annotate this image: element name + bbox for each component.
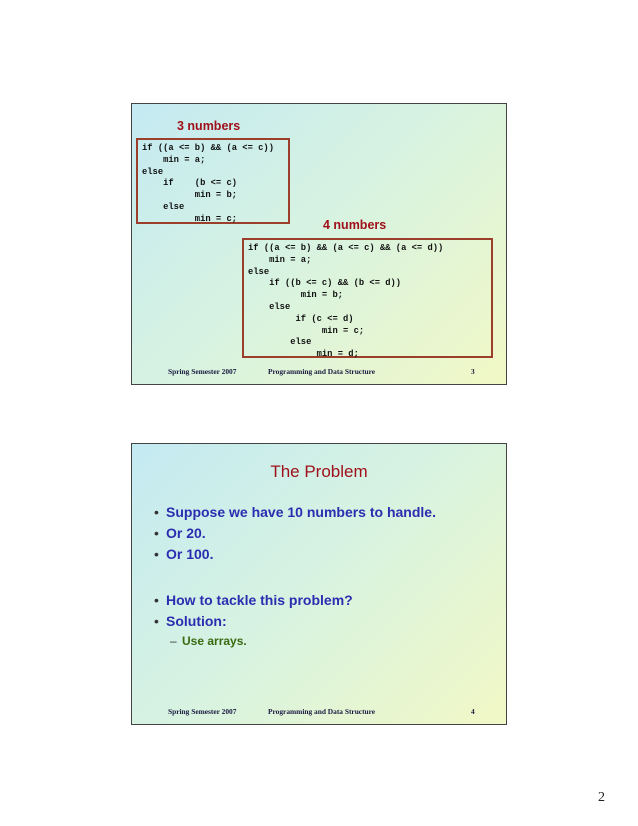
footer-semester: Spring Semester 2007 <box>168 367 237 376</box>
code-line: min = c; <box>248 325 365 336</box>
code-line: min = b; <box>142 190 238 201</box>
code-line: if ((a <= b) && (a <= c)) <box>142 143 274 153</box>
bullet-text: Or 20. <box>166 525 206 541</box>
list-item <box>154 544 436 565</box>
footer-slide-number: 4 <box>471 707 475 716</box>
code-line: if ((a <= b) && (a <= c) && (a <= d)) <box>248 243 444 253</box>
code-box-4-numbers <box>242 238 493 358</box>
three-numbers-label: 3 numbers <box>177 119 241 133</box>
code-line: if (c <= d) <box>248 313 354 324</box>
bullet-text: How to tackle this problem? <box>166 592 353 608</box>
code-line: if ((b <= c) && (b <= d)) <box>248 278 402 289</box>
slide-4 <box>131 443 507 725</box>
code-line: min = a; <box>142 154 206 165</box>
code-box-3-numbers <box>136 138 290 224</box>
bullet-dot-icon: • <box>154 504 159 520</box>
footer-semester: Spring Semester 2007 <box>168 707 237 716</box>
list-item <box>154 523 436 544</box>
code-line: min = b; <box>248 290 344 301</box>
bullet-text: Suppose we have 10 numbers to handle. <box>166 504 436 520</box>
dash-icon: – <box>170 634 177 648</box>
slide-3 <box>131 103 507 385</box>
bullet-text: Solution: <box>166 613 227 629</box>
code-line: else <box>248 266 270 277</box>
bullet-list <box>154 502 436 650</box>
four-numbers-label: 4 numbers <box>323 218 387 232</box>
bullet-text: Or 100. <box>166 546 214 562</box>
page-number: 2 <box>598 790 605 805</box>
code-line: if (b <= c) <box>142 178 238 189</box>
footer-course: Programming and Data Structure <box>268 367 376 376</box>
list-item <box>154 502 436 523</box>
bullet-dot-icon: • <box>154 546 159 562</box>
code-line: min = c; <box>142 213 238 224</box>
code-line: else <box>248 337 312 348</box>
code-line: else <box>142 166 164 177</box>
sub-bullet-text: Use arrays. <box>182 634 247 648</box>
bullet-dot-icon: • <box>154 613 159 629</box>
sub-list-item <box>170 632 436 650</box>
bullet-dot-icon: • <box>154 592 159 608</box>
code-line: min = d; <box>248 349 359 360</box>
list-item <box>154 611 436 632</box>
list-item <box>154 590 436 611</box>
code-line: else <box>142 201 185 212</box>
slide-title: The Problem <box>270 462 368 481</box>
footer-slide-number: 3 <box>471 367 475 376</box>
bullet-dot-icon: • <box>154 525 159 541</box>
code-line: min = a; <box>248 254 312 265</box>
footer-course: Programming and Data Structure <box>268 707 376 716</box>
code-line: else <box>248 301 291 312</box>
